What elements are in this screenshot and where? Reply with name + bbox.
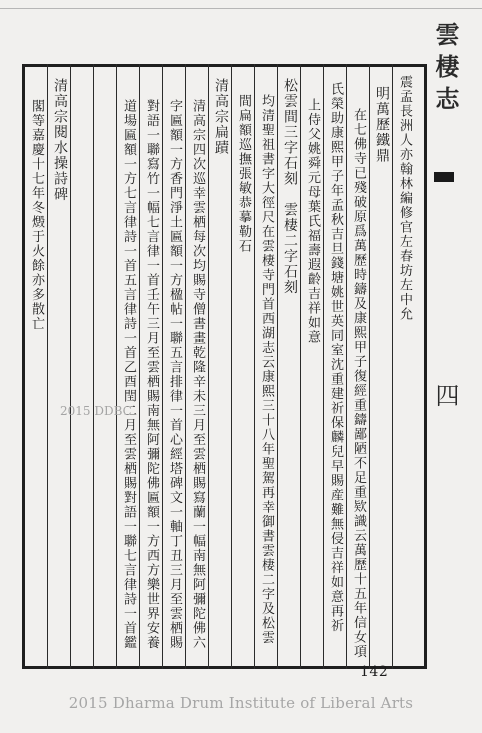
text-column: 清高宗四次巡幸雲栖每次均賜寺僧書畫乾隆辛未三月至雲栖賜寫蘭一幅南無阿彌陀佛六 <box>190 99 205 650</box>
column-rule <box>70 64 71 669</box>
column-rule <box>254 64 255 669</box>
chapter-number: 四 <box>431 383 459 407</box>
column-rule <box>93 64 94 669</box>
column-rule <box>300 64 301 669</box>
book-title: 雲棲志 <box>431 22 460 118</box>
column-rule <box>277 64 278 669</box>
text-column: 對語一聯寫竹一幅七言律一首壬午三月至雲栖賜南無阿彌陀佛匾額一方西方樂世界安養 <box>144 99 159 650</box>
header-black-mark <box>434 172 454 182</box>
section-heading: 明萬歷鐵鼎 <box>374 86 390 164</box>
column-rule <box>208 64 209 669</box>
text-column: 氏榮助康熙甲子年孟秋吉旦錢塘姚世英同室沈重建祈保麟兒早賜産難無侵吉祥如意再祈 <box>328 82 343 633</box>
column-rule <box>47 64 48 669</box>
column-rule <box>116 64 117 669</box>
text-column: 上侍父姚舜元母葉氏福壽遐齡吉祥如意 <box>305 98 320 345</box>
column-rule <box>346 64 347 669</box>
column-rule <box>231 64 232 669</box>
top-edge-line <box>0 8 482 9</box>
section-heading: 清高宗扁蹟 <box>213 78 229 156</box>
text-column: 均清聖祖書字大徑尺在雲棲寺門首西湖志云康熙三十八年聖駕再幸御書雲棲二字及松雲 <box>259 94 274 645</box>
text-column: 震孟長洲人亦翰林編修官左春坊左中允 <box>397 75 412 322</box>
page-number: 142 <box>360 664 389 680</box>
column-rule <box>185 64 186 669</box>
text-column: 間扁額巡撫張敏恭摹勒石 <box>236 94 251 254</box>
footer-credit: 2015 Dharma Drum Institute of Liberal Arts <box>68 694 414 712</box>
watermark: 2015 DDBC <box>60 404 132 418</box>
column-rule <box>162 64 163 669</box>
text-column: 字匾額一方香門淨土匾額一方楹帖一聯五言排律一首心經塔碑文一軸丁丑三月至雲栖賜 <box>167 99 182 650</box>
text-column: 閣等嘉慶十七年冬燬于火餘亦多散亡 <box>29 99 44 331</box>
column-rule <box>392 64 393 669</box>
column-rule <box>369 64 370 669</box>
text-column: 道場匾額一方七言律詩一首五言律詩一首乙酉閏二月至雲栖賜對語一聯七言律詩一首鑑 <box>121 99 136 650</box>
section-heading: 清高宗閱水操詩碑 <box>52 78 68 202</box>
column-rule <box>323 64 324 669</box>
section-heading: 松雲間三字石刻 雲棲二字石刻 <box>282 78 298 295</box>
text-column: 在七佛寺已殘破原爲萬歷時鑄及康熙甲子復經重鑄鄙陋不足重欵識云萬歷十五年信女項 <box>351 108 366 659</box>
column-rule <box>139 64 140 669</box>
